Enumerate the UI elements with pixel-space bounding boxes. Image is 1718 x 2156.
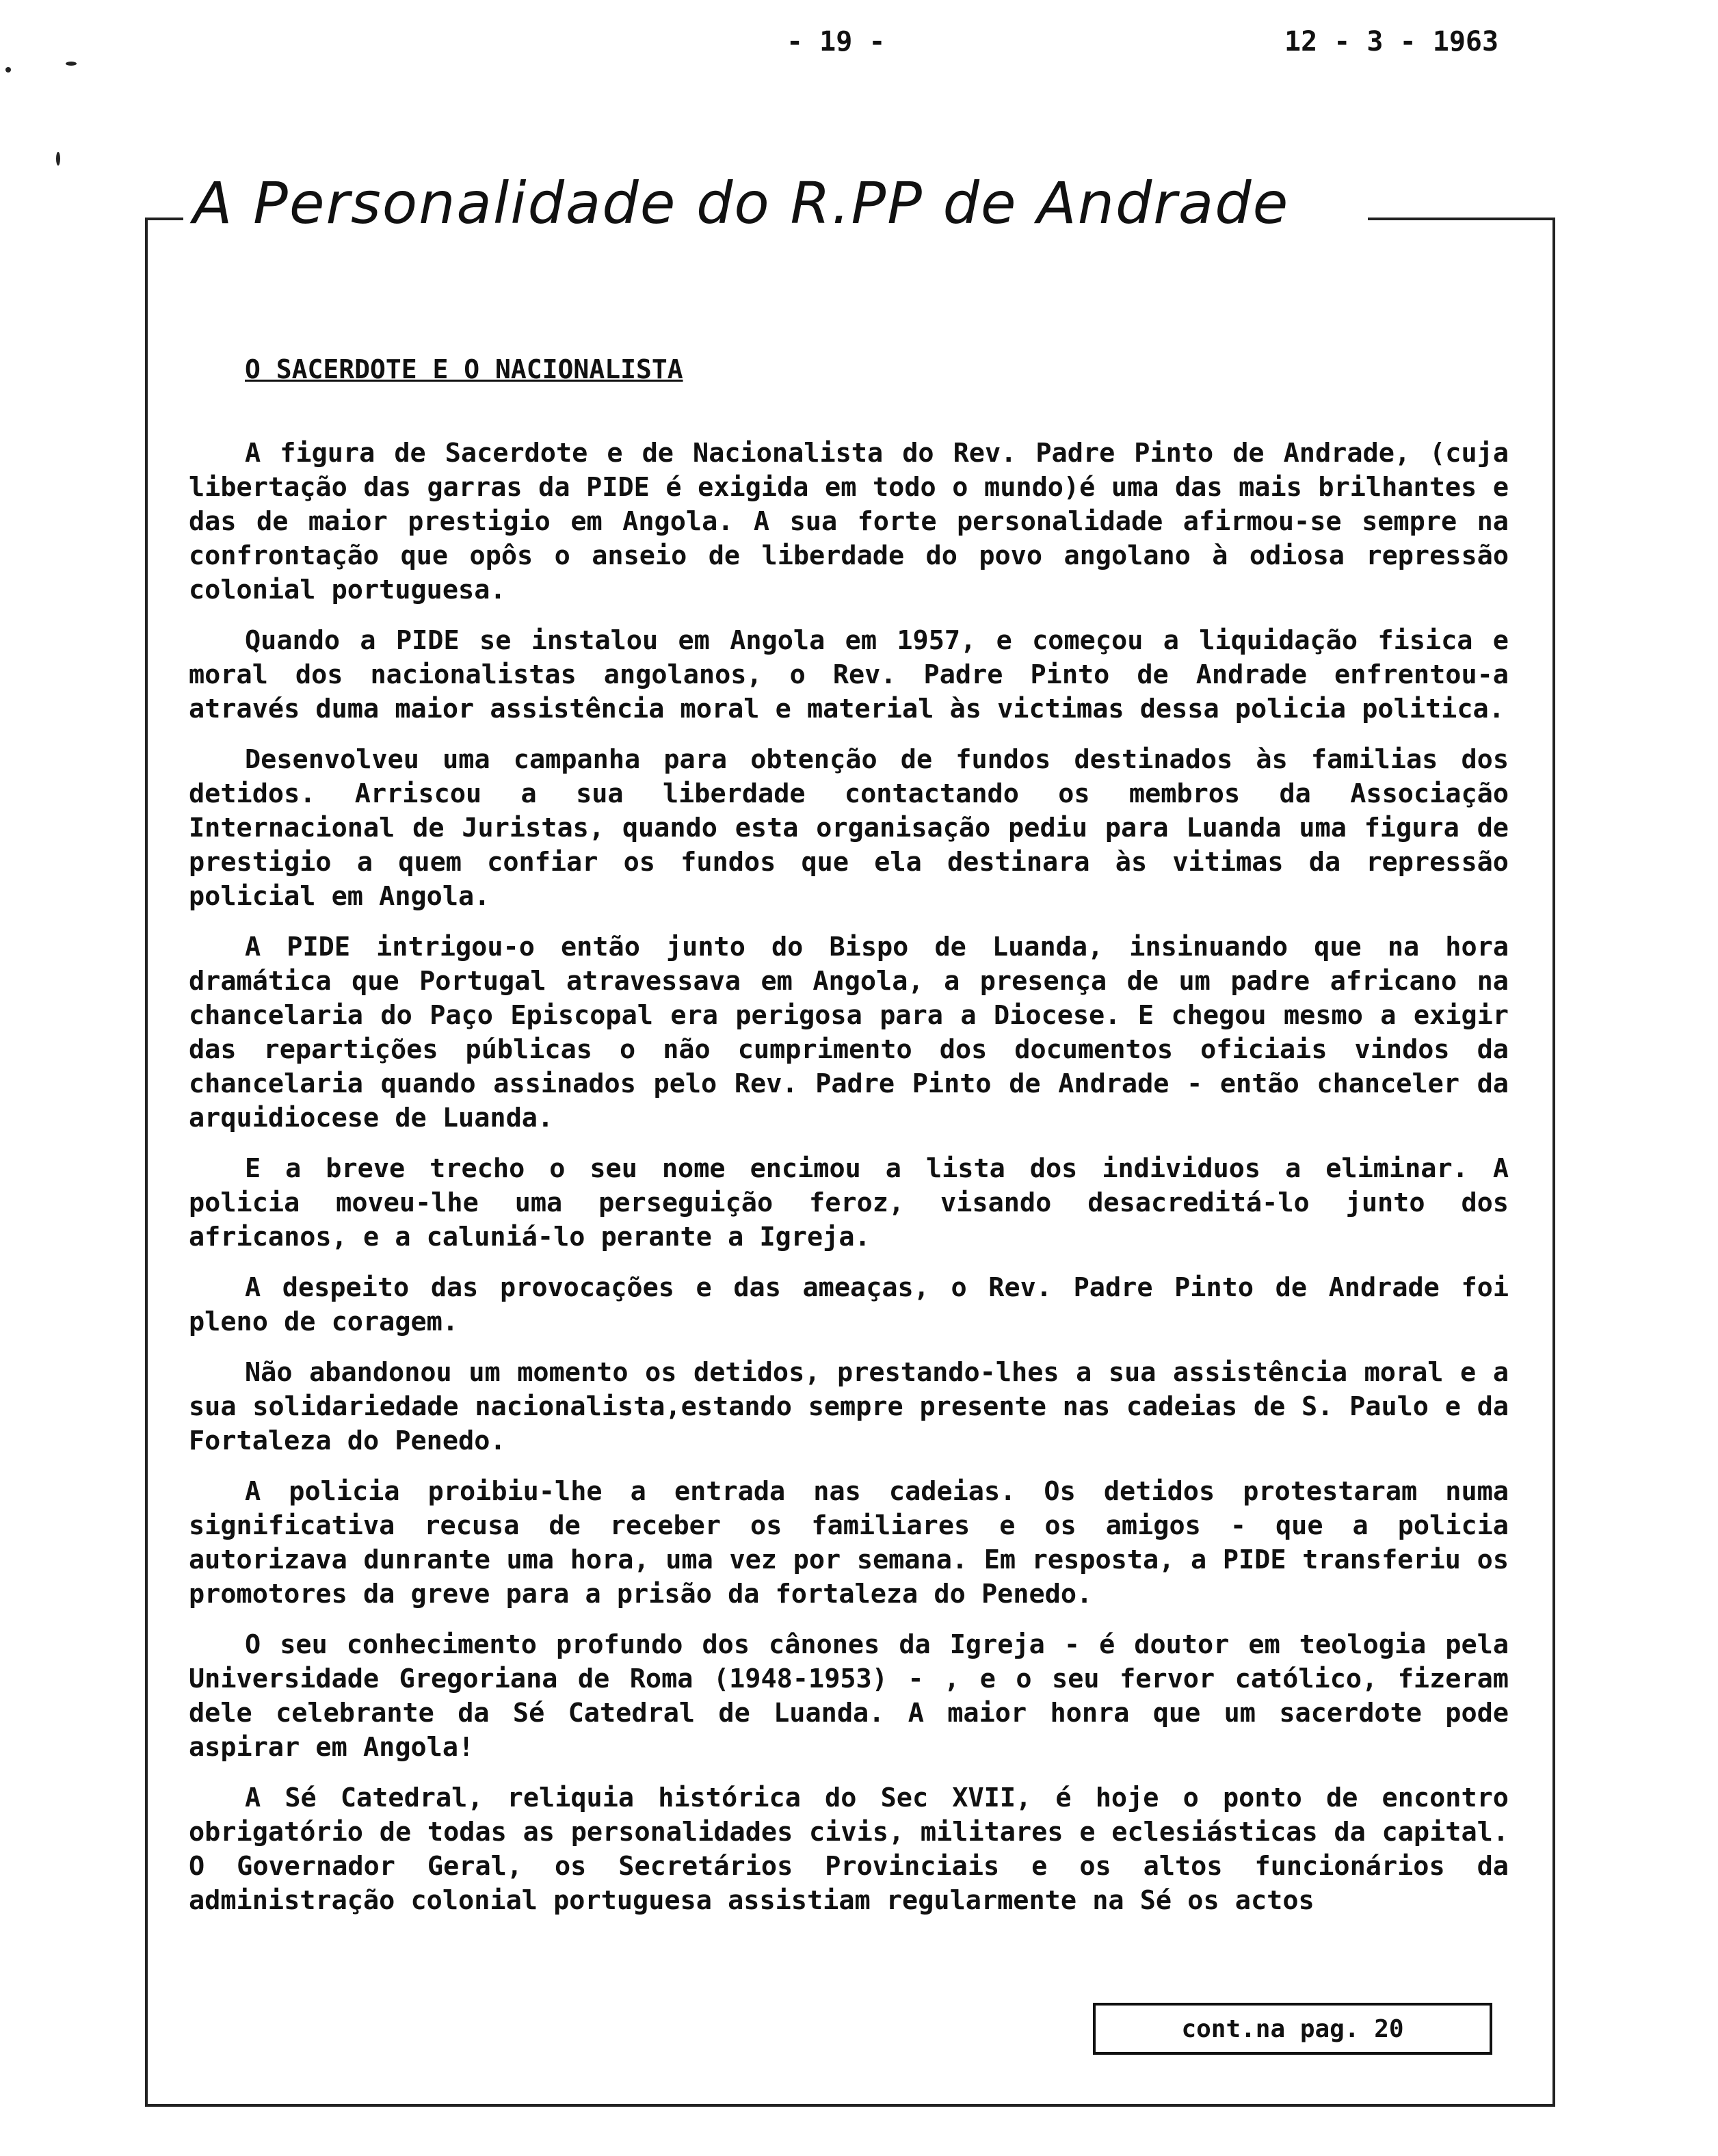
section-heading: O SACERDOTE E O NACIONALISTA xyxy=(245,354,683,384)
paragraph: A figura de Sacerdote e de Nacionalista do Rev. Padre Pinto de Andrade, (cuja libertação das garras da PIDE é exigida em todo o mundo)é uma das mais brilhantes e das de maior prestigio em Angola. A sua forte personalidade afirmou-se sempre na confrontação que opôs o anseio de liberdade do povo angolano à odiosa repressão colonial portuguesa. xyxy=(189,438,1509,605)
frame-top-left-rule xyxy=(145,218,183,220)
paragraph: O seu conhecimento profundo dos cânones da Igreja - é doutor em teologia pela Universidade Gregoriana de Roma (1948-1953) - , e o seu fervor católico, fizeram dele celebrante da Sé Catedral de Luanda. A maior honra que um sacerdote pode aspirar em Angola! xyxy=(189,1629,1509,1763)
article-body xyxy=(189,436,1509,1934)
scan-speck xyxy=(56,152,60,166)
page-number: - 19 - xyxy=(787,26,886,57)
article-title: A Personalidade do R.PP de Andrade xyxy=(193,170,1290,237)
continuation-note: cont.na pag. 20 xyxy=(1093,2003,1492,2055)
page-date: 12 - 3 - 1963 xyxy=(1284,26,1499,57)
paragraph: A policia proibiu-lhe a entrada nas cadeias. Os detidos protestaram numa significativa recusa de receber os familiares e os amigos - que a policia autorizava dunrante uma hora, uma vez por semana. Em resposta, a PIDE transferiu os promotores da greve para a prisão da fortaleza do Penedo. xyxy=(189,1476,1509,1609)
paragraph: A despeito das provocações e das ameaças, o Rev. Padre Pinto de Andrade foi pleno de coragem. xyxy=(189,1272,1509,1337)
paragraph: A PIDE intrigou-o então junto do Bispo de Luanda, insinuando que na hora dramática que Portugal atravessava em Angola, a presença de um padre africano na chancelaria do Paço Episcopal era perigosa para a Diocese. E chegou mesmo a exigir das repartições públicas o não cumprimento dos documentos oficiais vindos da chancelaria quando assinados pelo Rev. Padre Pinto de Andrade - então chanceler da arquidiocese de Luanda. xyxy=(189,932,1509,1133)
paragraph: E a breve trecho o seu nome encimou a lista dos individuos a eliminar. A policia moveu-lhe uma perseguição feroz, visando desacreditá-lo junto dos africanos, e a caluniá-lo perante a Igreja. xyxy=(189,1153,1509,1252)
paragraph: Desenvolveu uma campanha para obtenção de fundos destinados às familias dos detidos. Arriscou a sua liberdade contactando os membros da Associação Internacional de Juristas, quando esta organisação pediu para Luanda uma figura de prestigio a quem confiar os fundos que ela destinara às vitimas da repressão policial em Angola. xyxy=(189,744,1509,912)
paragraph: A Sé Catedral, reliquia histórica do Sec XVII, é hoje o ponto de encontro obrigatório de todas as personalidades civis, militares e eclesiásticas da capital. O Governador Geral, os Secretários Provinciais e os altos funcionários da administração colonial portuguesa assistiam regularmente na Sé os actos xyxy=(189,1783,1509,1916)
paragraph: Não abandonou um momento os detidos, prestando-lhes a sua assistência moral e a sua solidariedade nacionalista,estando sempre presente nas cadeias de S. Paulo e da Fortaleza do Penedo. xyxy=(189,1357,1509,1456)
frame-top-right-rule xyxy=(1368,218,1555,220)
page-header xyxy=(0,26,1718,67)
scan-speck xyxy=(5,67,11,73)
scan-speck xyxy=(66,62,77,66)
paragraph: Quando a PIDE se instalou em Angola em 1957, e começou a liquidação fisica e moral dos nacionalistas angolanos, o Rev. Padre Pinto de Andrade enfrentou-a através duma maior assistência moral e material às victimas dessa policia politica. xyxy=(189,625,1509,724)
